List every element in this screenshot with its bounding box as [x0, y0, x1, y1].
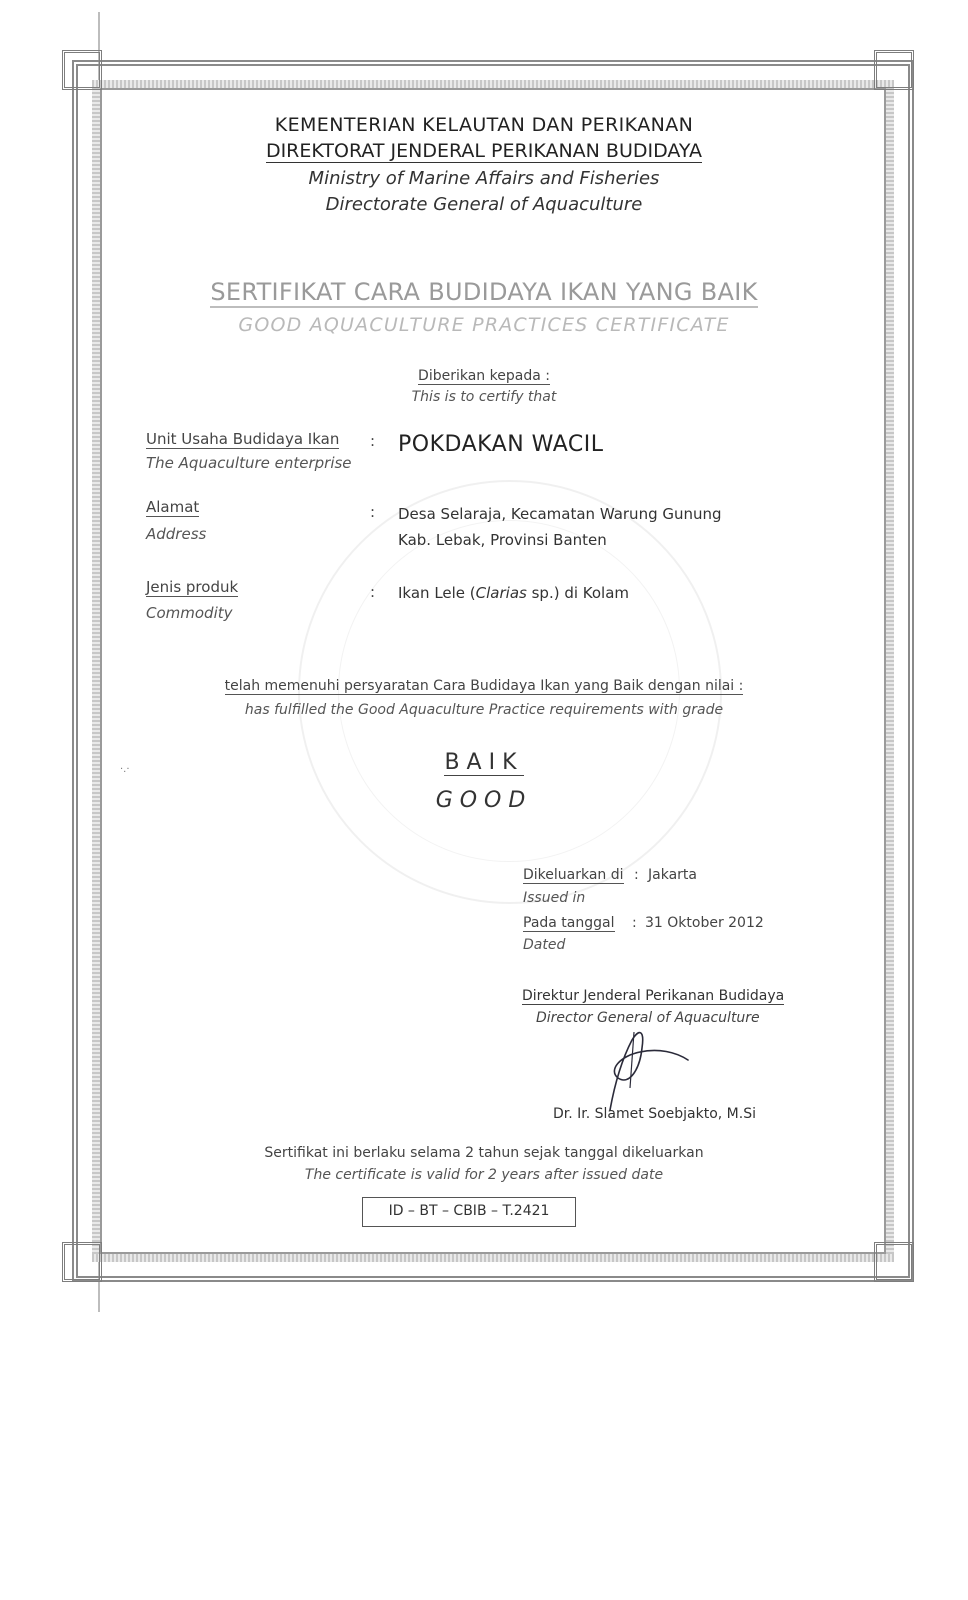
ministry-name-en: Ministry of Marine Affairs and Fisheries [308, 168, 660, 189]
border-corner-ornament [62, 50, 102, 90]
grade-en: GOOD [435, 788, 533, 813]
address-value-line2: Kab. Lebak, Provinsi Banten [398, 531, 607, 549]
director-title-en: Director General of Aquaculture [536, 1010, 760, 1026]
issued-date-label-en: Dated [523, 937, 566, 953]
enterprise-value: POKDAKAN WACIL [398, 432, 604, 457]
certificate-id-box: ID – BT – CBIB – T.2421 [362, 1197, 576, 1227]
issued-colon: : [634, 867, 639, 883]
address-value-line1: Desa Selaraja, Kecamatan Warung Gunung [398, 505, 722, 523]
issued-place-label-en: Issued in [523, 890, 586, 906]
address-label-id: Alamat [146, 498, 200, 516]
border-corner-ornament [874, 50, 914, 90]
grade-id: BAIK [444, 750, 524, 775]
validity-statement-en: The certificate is valid for 2 years after issued date [304, 1167, 664, 1183]
border-corner-ornament [62, 1242, 102, 1282]
given-to-en: This is to certify that [411, 389, 557, 405]
certificate-title-en: GOOD AQUACULTURE PRACTICES CERTIFICATE [238, 314, 730, 336]
commodity-label-en: Commodity [146, 604, 233, 622]
enterprise-label-id: Unit Usaha Budidaya Ikan [146, 430, 340, 448]
commodity-label-id: Jenis produk [146, 578, 239, 596]
certificate-title-id: SERTIFIKAT CARA BUDIDAYA IKAN YANG BAIK [210, 278, 758, 306]
field-colon: : [370, 583, 376, 601]
director-name: Dr. Ir. Slamet Soebjakto, M.Si [553, 1106, 756, 1122]
given-to-id: Diberikan kepada : [418, 368, 550, 384]
fulfilled-statement-id: telah memenuhi persyaratan Cara Budidaya Ikan yang Baik dengan nilai : [224, 678, 744, 694]
issued-date-label-id: Pada tanggal [523, 915, 615, 931]
issued-place-label-id: Dikeluarkan di [523, 867, 624, 883]
directorate-name-en: Directorate General of Aquaculture [325, 194, 643, 215]
validity-statement-id: Sertifikat ini berlaku selama 2 tahun sejak tanggal dikeluarkan [264, 1145, 704, 1161]
address-label-en: Address [146, 525, 207, 543]
date-colon: : [632, 915, 637, 931]
commodity-value: Ikan Lele (Clarias sp.) di Kolam [398, 584, 630, 602]
field-colon: : [370, 432, 376, 450]
field-colon: : [370, 503, 376, 521]
fulfilled-statement-en: has fulfilled the Good Aquaculture Practice requirements with grade [244, 702, 724, 718]
enterprise-label-en: The Aquaculture enterprise [146, 454, 352, 472]
border-corner-ornament [874, 1242, 914, 1282]
directorate-name-id: DIREKTORAT JENDERAL PERIKANAN BUDIDAYA [265, 140, 703, 162]
issued-place: Jakarta [648, 867, 697, 883]
ministry-name-id: KEMENTERIAN KELAUTAN DAN PERIKANAN [274, 114, 694, 136]
scan-speck: ·.· [120, 764, 130, 775]
director-signature [590, 1018, 710, 1118]
issued-date: 31 Oktober 2012 [645, 915, 764, 931]
director-title-id: Direktur Jenderal Perikanan Budidaya [522, 988, 785, 1004]
